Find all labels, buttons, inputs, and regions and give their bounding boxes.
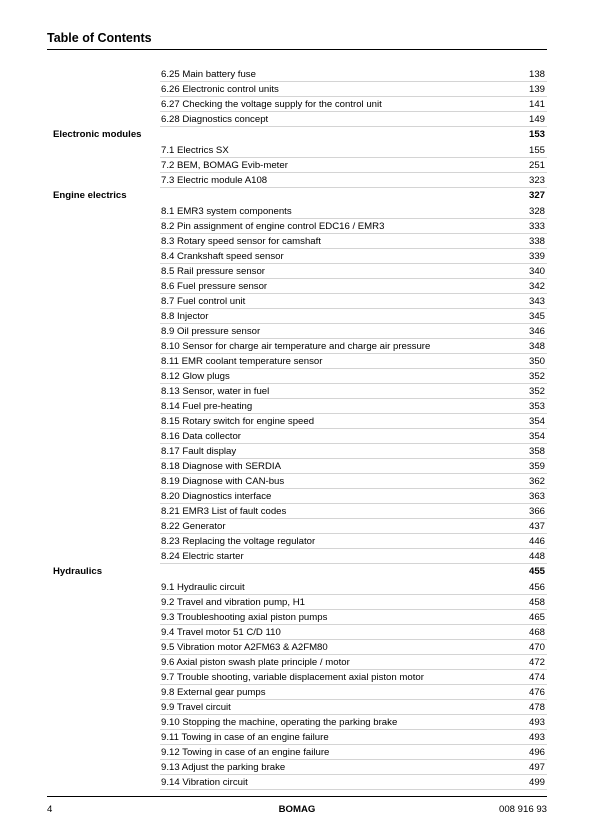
toc-entry-row[interactable] <box>47 625 547 640</box>
toc-page-number: 346 <box>528 326 545 337</box>
toc-page-number: 362 <box>528 476 545 487</box>
toc-entry-row[interactable] <box>47 234 547 249</box>
toc-entry-row[interactable] <box>47 204 547 219</box>
toc-page-number: 348 <box>528 341 545 352</box>
toc-page-number: 343 <box>528 296 545 307</box>
toc-entry-row[interactable] <box>47 173 547 188</box>
toc-entry-row[interactable] <box>47 595 547 610</box>
toc-entry-row[interactable] <box>47 459 547 474</box>
toc-page-number: 478 <box>528 702 545 713</box>
toc-entry-title: 8.4 Crankshaft speed sensor <box>161 251 284 262</box>
toc-page-number: 470 <box>528 642 545 653</box>
toc-entry-row[interactable] <box>47 82 547 97</box>
toc-entry-row[interactable] <box>47 414 547 429</box>
toc-page-number: 342 <box>528 281 545 292</box>
toc-entry-row[interactable] <box>47 264 547 279</box>
toc-page-number: 350 <box>528 356 545 367</box>
toc-page-number: 359 <box>528 461 545 472</box>
toc-entry-title: 9.14 Vibration circuit <box>161 777 248 788</box>
toc-page-number: 352 <box>528 371 545 382</box>
toc-entry-title: 9.1 Hydraulic circuit <box>161 582 245 593</box>
toc-entry-row[interactable] <box>47 474 547 489</box>
toc-page-number: 497 <box>528 762 545 773</box>
toc-entry-title: 9.5 Vibration motor A2FM63 & A2FM80 <box>161 642 328 653</box>
toc-entry-title: 8.11 EMR coolant temperature sensor <box>161 356 323 367</box>
toc-entry-row[interactable] <box>47 112 547 127</box>
toc-page-number: 328 <box>528 206 545 217</box>
toc-page-number: 474 <box>528 672 545 683</box>
toc-page-number: 437 <box>528 521 545 532</box>
toc-entry-title: 8.3 Rotary speed sensor for camshaft <box>161 236 321 247</box>
toc-entry-row[interactable] <box>47 534 547 549</box>
footer-doc-number: 008 916 93 <box>498 804 547 815</box>
toc-entry-title: 8.8 Injector <box>161 311 209 322</box>
footer-brand: BOMAG <box>278 804 316 815</box>
footer-rule <box>47 796 547 797</box>
toc-entry-row[interactable] <box>47 670 547 685</box>
toc-entry-row[interactable] <box>47 760 547 775</box>
table-of-contents <box>47 67 547 790</box>
toc-entry-title: 9.13 Adjust the parking brake <box>161 762 286 773</box>
toc-entry-title: 6.27 Checking the voltage supply for the control unit <box>161 99 382 110</box>
toc-page-number: 327 <box>528 190 545 201</box>
toc-entry-row[interactable] <box>47 685 547 700</box>
toc-entry-row[interactable] <box>47 715 547 730</box>
toc-entry-title: 9.10 Stopping the machine, operating the parking brake <box>161 717 398 728</box>
toc-entry-title: 8.17 Fault display <box>161 446 237 457</box>
toc-entry-row[interactable] <box>47 279 547 294</box>
toc-entry-title: 8.12 Glow plugs <box>161 371 230 382</box>
toc-entry-row[interactable] <box>47 339 547 354</box>
toc-entry-title: 8.16 Data collector <box>161 431 241 442</box>
toc-entry-row[interactable] <box>47 429 547 444</box>
toc-page-number: 153 <box>528 129 545 140</box>
toc-page-number: 340 <box>528 266 545 277</box>
toc-entry-row[interactable] <box>47 549 547 564</box>
toc-page-number: 472 <box>528 657 545 668</box>
toc-page-number: 345 <box>528 311 545 322</box>
toc-entry-row[interactable] <box>47 489 547 504</box>
toc-section-title: Hydraulics <box>53 566 103 577</box>
toc-entry-title: 8.1 EMR3 system components <box>161 206 292 217</box>
toc-page-number: 456 <box>528 582 545 593</box>
toc-entry-title: 9.3 Troubleshooting axial piston pumps <box>161 612 328 623</box>
footer-page-number: 4 <box>47 804 53 815</box>
toc-entry-title: 8.22 Generator <box>161 521 226 532</box>
toc-entry-row[interactable] <box>47 97 547 112</box>
toc-entry-row[interactable] <box>47 519 547 534</box>
toc-page-number: 366 <box>528 506 545 517</box>
toc-entry-row[interactable] <box>47 158 547 173</box>
toc-page-number: 323 <box>528 175 545 186</box>
toc-page-number: 139 <box>528 84 545 95</box>
toc-section-row[interactable] <box>47 564 547 580</box>
toc-entry-title: 6.28 Diagnostics concept <box>161 114 269 125</box>
toc-entry-title: 8.15 Rotary switch for engine speed <box>161 416 315 427</box>
toc-page-number: 141 <box>528 99 545 110</box>
toc-entry-title: 8.21 EMR3 List of fault codes <box>161 506 287 517</box>
toc-section-row[interactable] <box>47 127 547 143</box>
toc-entry-row[interactable] <box>47 640 547 655</box>
toc-entry-title: 8.5 Rail pressure sensor <box>161 266 265 277</box>
toc-entry-title: 9.11 Towing in case of an engine failure <box>161 732 329 743</box>
toc-entry-row[interactable] <box>47 745 547 760</box>
toc-entry-title: 8.2 Pin assignment of engine control EDC16 / EMR3 <box>161 221 385 232</box>
toc-page-number: 446 <box>528 536 545 547</box>
toc-page-number: 448 <box>528 551 545 562</box>
toc-page-number: 138 <box>528 69 545 80</box>
toc-page-number: 333 <box>528 221 545 232</box>
toc-entry-title: 9.7 Trouble shooting, variable displacement axial piston motor <box>161 672 424 683</box>
toc-page-number: 496 <box>528 747 545 758</box>
toc-entry-title: 7.1 Electrics SX <box>161 145 229 156</box>
toc-entry-row[interactable] <box>47 294 547 309</box>
toc-section-title: Electronic modules <box>53 129 142 140</box>
toc-entry-title: 8.9 Oil pressure sensor <box>161 326 261 337</box>
toc-entry-title: 9.4 Travel motor 51 C/D 110 <box>161 627 281 638</box>
toc-page-number: 465 <box>528 612 545 623</box>
toc-page-number: 458 <box>528 597 545 608</box>
toc-entry-row[interactable] <box>47 67 547 82</box>
toc-page-number: 493 <box>528 717 545 728</box>
toc-page-number: 363 <box>528 491 545 502</box>
toc-entry-title: 8.7 Fuel control unit <box>161 296 246 307</box>
toc-entry-row[interactable] <box>47 384 547 399</box>
toc-entry-row[interactable] <box>47 610 547 625</box>
toc-entry-row[interactable] <box>47 324 547 339</box>
toc-page-number: 149 <box>528 114 545 125</box>
toc-entry-title: 8.10 Sensor for charge air temperature and charge air pressure <box>161 341 431 352</box>
toc-entry-title: 9.9 Travel circuit <box>161 702 231 713</box>
toc-entry-title: 9.8 External gear pumps <box>161 687 266 698</box>
toc-entry-title: 8.6 Fuel pressure sensor <box>161 281 268 292</box>
toc-entry-title: 8.20 Diagnostics interface <box>161 491 272 502</box>
toc-entry-row[interactable] <box>47 730 547 745</box>
toc-entry-title: 8.19 Diagnose with CAN-bus <box>161 476 285 487</box>
toc-entry-row[interactable] <box>47 249 547 264</box>
toc-entry-row[interactable] <box>47 354 547 369</box>
toc-entry-title: 7.3 Electric module A108 <box>161 175 268 186</box>
toc-entry-row[interactable] <box>47 504 547 519</box>
toc-entry-title: 8.18 Diagnose with SERDIA <box>161 461 281 472</box>
toc-entry-row[interactable] <box>47 219 547 234</box>
header-rule <box>47 49 547 50</box>
toc-entry-row[interactable] <box>47 309 547 324</box>
toc-entry-row[interactable] <box>47 369 547 384</box>
toc-entry-row[interactable] <box>47 399 547 414</box>
toc-entry-row[interactable] <box>47 580 547 595</box>
toc-page-number: 251 <box>528 160 545 171</box>
toc-page-number: 155 <box>528 145 545 156</box>
toc-entry-title: 8.24 Electric starter <box>161 551 244 562</box>
toc-entry-title: 6.26 Electronic control units <box>161 84 279 95</box>
toc-page-number: 468 <box>528 627 545 638</box>
toc-entry-title: 9.12 Towing in case of an engine failure <box>161 747 330 758</box>
toc-entry-title: 8.23 Replacing the voltage regulator <box>161 536 316 547</box>
toc-entry-title: 7.2 BEM, BOMAG Evib-meter <box>161 160 288 171</box>
toc-page-number: 354 <box>528 431 545 442</box>
toc-page-number: 476 <box>528 687 545 698</box>
toc-page-number: 455 <box>528 566 545 577</box>
toc-entry-title: 8.14 Fuel pre-heating <box>161 401 253 412</box>
toc-page-number: 338 <box>528 236 545 247</box>
toc-page-number: 354 <box>528 416 545 427</box>
toc-entry-title: 8.13 Sensor, water in fuel <box>161 386 270 397</box>
toc-section-row[interactable] <box>47 188 547 204</box>
toc-page-number: 499 <box>528 777 545 788</box>
toc-section-title: Engine electrics <box>53 190 127 201</box>
toc-entry-title: 6.25 Main battery fuse <box>161 69 256 80</box>
toc-page-number: 358 <box>528 446 545 457</box>
toc-row-divider <box>160 789 547 790</box>
toc-page-number: 339 <box>528 251 545 262</box>
toc-entry-title: 9.6 Axial piston swash plate principle / motor <box>161 657 350 668</box>
toc-page-number: 353 <box>528 401 545 412</box>
toc-page-number: 493 <box>528 732 545 743</box>
toc-entry-row[interactable] <box>47 775 547 790</box>
toc-entry-row[interactable] <box>47 655 547 670</box>
toc-entry-row[interactable] <box>47 444 547 459</box>
page-title: Table of Contents <box>47 31 152 45</box>
toc-entry-row[interactable] <box>47 143 547 158</box>
toc-page-number: 352 <box>528 386 545 397</box>
toc-entry-title: 9.2 Travel and vibration pump, H1 <box>161 597 305 608</box>
toc-entry-row[interactable] <box>47 700 547 715</box>
